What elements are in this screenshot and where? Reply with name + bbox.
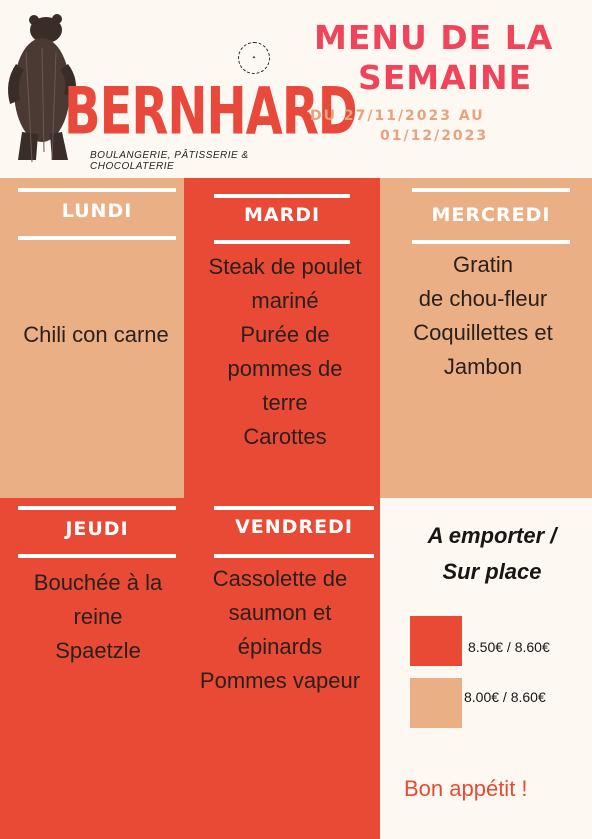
friday-bottom-rule [214, 554, 374, 558]
dish-line: Carottes [243, 424, 327, 449]
dish-line: pommes de [227, 356, 343, 381]
logo-seal: ✦ [238, 42, 270, 74]
friday-label: VENDREDI [235, 516, 353, 538]
thursday-bottom-rule [18, 554, 176, 558]
dish-line: Bouchée à la [33, 570, 163, 595]
wednesday-bottom-rule [412, 240, 570, 244]
wednesday-top-rule [412, 188, 570, 192]
dish-line: terre [262, 390, 308, 415]
closing-text: Bon appétit ! [404, 776, 528, 801]
monday-cell [0, 178, 184, 498]
monday-top-rule [18, 188, 176, 192]
tuesday-label: MARDI [243, 204, 321, 226]
thursday-cell [0, 498, 380, 839]
dish-line: épinards [237, 634, 323, 659]
service-type-line1: A emporter / [427, 523, 557, 548]
friday-dishes [182, 562, 378, 698]
tuesday-dishes [184, 250, 386, 454]
price-red: 8.50€ / 8.60€ [468, 639, 550, 655]
red-swatch [410, 616, 462, 666]
dish-line: Spaetzle [55, 638, 141, 663]
dish-line: mariné [251, 288, 319, 313]
header [0, 0, 592, 178]
wednesday-cell [380, 178, 592, 498]
dish-line: Cassolette de [212, 566, 348, 591]
dish-line: Gratin [453, 252, 513, 277]
service-type-line2: Sur place [442, 559, 542, 584]
monday-bottom-rule [18, 236, 176, 240]
logo-wordmark: BERNHARD [64, 74, 357, 150]
date-range-line2: 01/12/2023 [380, 128, 489, 144]
light-swatch [410, 678, 462, 728]
dish-line: Chili con carne [23, 322, 169, 347]
thursday-top-rule [18, 506, 176, 510]
dish-line: Jambon [443, 354, 523, 379]
thursday-dishes [0, 566, 196, 668]
tuesday-top-rule [214, 194, 350, 198]
thursday-label: JEUDI [65, 518, 129, 540]
dish-line: Coquillettes et [413, 320, 553, 345]
date-range-line1: DU 27/11/2023 AU [310, 108, 485, 124]
bernhard-logo [2, 12, 357, 172]
wednesday-label: MERCREDI [431, 204, 551, 226]
logo-tagline: BOULANGERIE, PÂTISSERIE & CHOCOLATERIE [90, 150, 249, 172]
menu-title-line1: MENU DE LA [314, 18, 554, 57]
dish-line: Purée de [240, 322, 330, 347]
friday-top-rule [214, 506, 374, 510]
monday-label: LUNDI [61, 200, 133, 222]
dish-line: de chou-fleur [418, 286, 548, 311]
tuesday-bottom-rule [214, 240, 350, 244]
price-light: 8.00€ / 8.60€ [464, 689, 546, 705]
dish-line: Steak de poulet [208, 254, 362, 279]
dish-line: reine [73, 604, 123, 629]
wednesday-dishes [380, 248, 586, 384]
monday-dishes [0, 318, 192, 352]
dish-line: saumon et [228, 600, 332, 625]
menu-title-line2: SEMAINE [358, 58, 533, 97]
tuesday-cell [184, 178, 380, 498]
dish-line: Pommes vapeur [199, 668, 361, 693]
service-type [400, 518, 584, 590]
